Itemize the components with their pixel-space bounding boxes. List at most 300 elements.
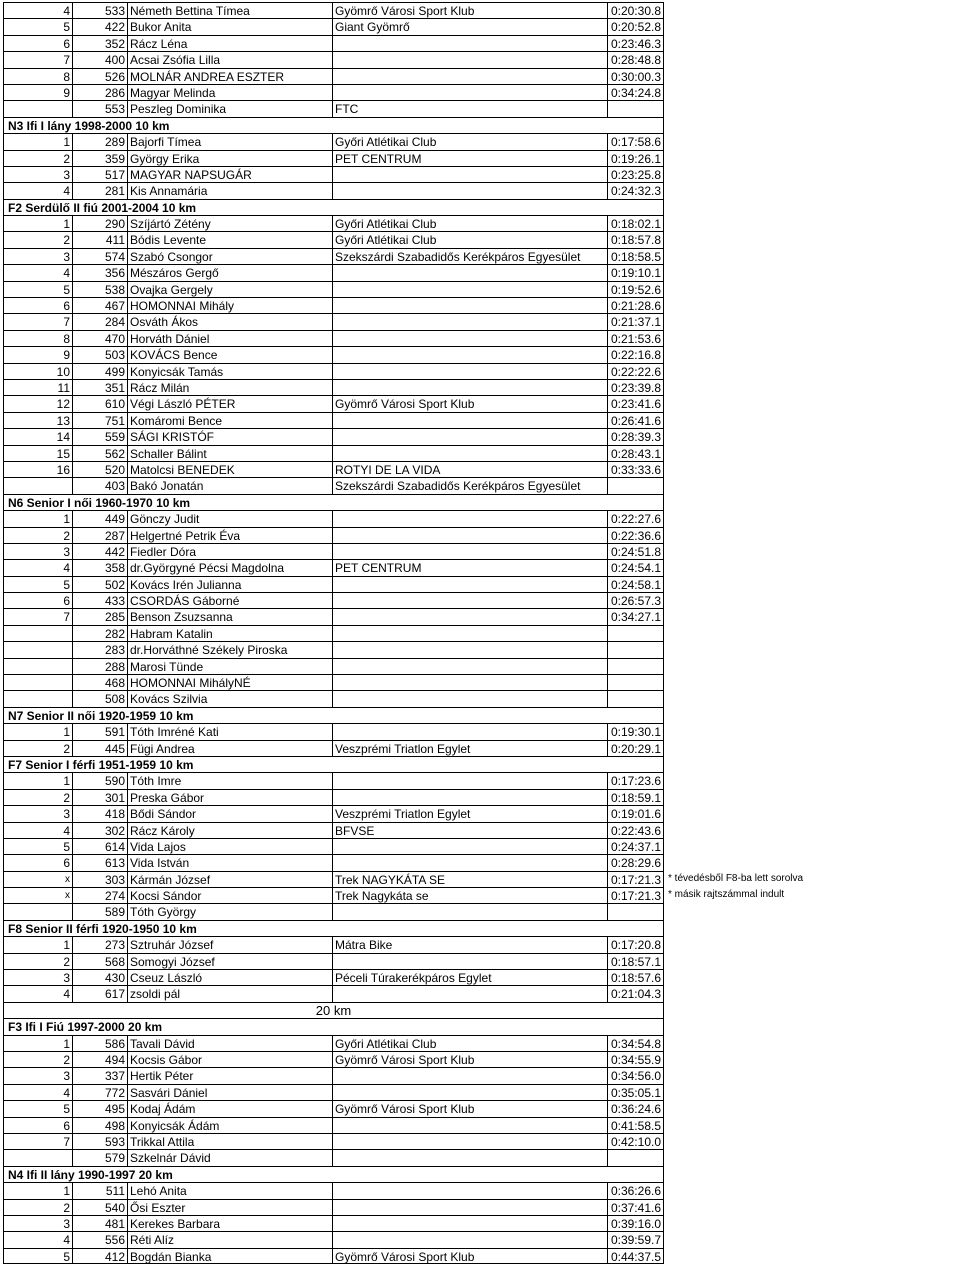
table-row (3, 854, 959, 870)
athlete-name-cell: Kármán József (128, 871, 333, 887)
athlete-name-cell: HOMONNAI Mihály (128, 297, 333, 313)
bib-number-cell: 449 (73, 510, 128, 526)
bib-number-cell: 430 (73, 969, 128, 985)
place-cell: 15 (3, 445, 73, 461)
bib-number-cell: 433 (73, 592, 128, 608)
place-cell: 1 (3, 1182, 73, 1198)
table-row (3, 428, 959, 444)
club-cell (333, 1215, 608, 1231)
athlete-name-cell: MOLNÁR ANDREA ESZTER (128, 68, 333, 84)
table-row (3, 1149, 959, 1165)
place-cell: 4 (3, 182, 73, 198)
place-cell: 9 (3, 84, 73, 100)
bib-number-cell: 285 (73, 608, 128, 624)
table-row (3, 1248, 959, 1264)
bib-number-cell: 467 (73, 297, 128, 313)
athlete-name-cell: Vida Lajos (128, 838, 333, 854)
bib-number-cell: 511 (73, 1182, 128, 1198)
place-cell: 7 (3, 51, 73, 67)
club-cell (333, 953, 608, 969)
table-row (3, 477, 959, 493)
bib-number-cell: 574 (73, 248, 128, 264)
club-cell: Győri Atlétikai Club (333, 133, 608, 149)
club-cell (333, 1182, 608, 1198)
place-cell: 6 (3, 35, 73, 51)
results-sheet (3, 2, 959, 1264)
finish-time-cell: 0:22:43.6 (608, 822, 664, 838)
table-row (3, 330, 959, 346)
club-cell (333, 723, 608, 739)
finish-time-cell: 0:17:21.3 (608, 887, 664, 903)
athlete-name-cell: Fiedler Dóra (128, 543, 333, 559)
bib-number-cell: 499 (73, 363, 128, 379)
place-cell: 1 (3, 936, 73, 952)
club-cell (333, 1084, 608, 1100)
athlete-name-cell: Kovács Szilvia (128, 690, 333, 706)
place-cell: 6 (3, 854, 73, 870)
place-cell: 4 (3, 559, 73, 575)
place-cell (3, 658, 73, 674)
athlete-name-cell: Peszleg Dominika (128, 100, 333, 116)
club-cell: Szekszárdi Szabadidős Kerékpáros Egyesület (333, 248, 608, 264)
club-cell: BFVSE (333, 822, 608, 838)
finish-time-cell (608, 1149, 664, 1165)
bib-number-cell: 579 (73, 1149, 128, 1165)
club-cell (333, 84, 608, 100)
place-cell: 5 (3, 281, 73, 297)
table-row (3, 1231, 959, 1247)
category-header (3, 117, 959, 133)
athlete-name-cell: Szkelnár Dávid (128, 1149, 333, 1165)
club-cell (333, 1149, 608, 1165)
finish-time-cell (608, 641, 664, 657)
athlete-name-cell: Kis Annamária (128, 182, 333, 198)
bib-number-cell: 287 (73, 527, 128, 543)
bib-number-cell: 290 (73, 215, 128, 231)
athlete-name-cell: Sztruhár József (128, 936, 333, 952)
club-cell (333, 51, 608, 67)
place-cell: 5 (3, 18, 73, 34)
finish-time-cell: 0:22:16.8 (608, 346, 664, 362)
table-row (3, 1117, 959, 1133)
category-label: N3 Ifi I lány 1998-2000 10 km (3, 117, 664, 133)
category-header (3, 756, 959, 772)
place-cell: 7 (3, 1133, 73, 1149)
place-cell: 1 (3, 215, 73, 231)
club-cell (333, 1117, 608, 1133)
finish-time-cell: 0:21:53.6 (608, 330, 664, 346)
club-cell: Gyömrő Városi Sport Klub (333, 1248, 608, 1264)
place-cell (3, 1149, 73, 1165)
finish-time-cell: 0:19:01.6 (608, 805, 664, 821)
finish-time-cell: 0:23:25.8 (608, 166, 664, 182)
club-cell (333, 854, 608, 870)
place-cell: 4 (3, 1084, 73, 1100)
category-header (3, 1166, 959, 1182)
place-cell: 5 (3, 576, 73, 592)
place-cell: 7 (3, 608, 73, 624)
bib-number-cell: 591 (73, 723, 128, 739)
club-cell: PET CENTRUM (333, 150, 608, 166)
athlete-name-cell: Tavali Dávid (128, 1035, 333, 1051)
athlete-name-cell: Tóth Imre (128, 772, 333, 788)
table-row (3, 1133, 959, 1149)
place-cell: 12 (3, 395, 73, 411)
bib-number-cell: 274 (73, 887, 128, 903)
table-row (3, 690, 959, 706)
finish-time-cell: 0:34:55.9 (608, 1051, 664, 1067)
club-cell: Trek Nagykáta se (333, 887, 608, 903)
club-cell: Veszprémi Triatlon Egylet (333, 805, 608, 821)
finish-time-cell: 0:19:30.1 (608, 723, 664, 739)
athlete-name-cell: Preska Gábor (128, 789, 333, 805)
finish-time-cell: 0:21:04.3 (608, 985, 664, 1001)
table-row (3, 772, 959, 788)
place-cell: 2 (3, 527, 73, 543)
club-cell (333, 346, 608, 362)
athlete-name-cell: Helgertné Petrik Éva (128, 527, 333, 543)
place-cell: 1 (3, 772, 73, 788)
athlete-name-cell: Schaller Bálint (128, 445, 333, 461)
place-cell: 11 (3, 379, 73, 395)
place-cell: 2 (3, 1051, 73, 1067)
club-cell: Győri Atlétikai Club (333, 1035, 608, 1051)
table-row (3, 84, 959, 100)
place-cell: 5 (3, 838, 73, 854)
table-row (3, 35, 959, 51)
athlete-name-cell: Osváth Ákos (128, 313, 333, 329)
athlete-name-cell: Kerekes Barbara (128, 1215, 333, 1231)
table-row (3, 1199, 959, 1215)
club-cell (333, 166, 608, 182)
place-cell (3, 674, 73, 690)
athlete-name-cell: György Erika (128, 150, 333, 166)
club-cell (333, 330, 608, 346)
table-row (3, 527, 959, 543)
finish-time-cell: 0:17:21.3 (608, 871, 664, 887)
bib-number-cell: 356 (73, 264, 128, 280)
bib-number-cell: 284 (73, 313, 128, 329)
club-cell (333, 313, 608, 329)
place-cell: x (3, 887, 73, 903)
bib-number-cell: 445 (73, 740, 128, 756)
bib-number-cell: 533 (73, 2, 128, 18)
club-cell: ROTYI DE LA VIDA (333, 461, 608, 477)
table-row (3, 412, 959, 428)
finish-time-cell (608, 477, 664, 493)
table-row (3, 51, 959, 67)
club-cell: Győri Atlétikai Club (333, 231, 608, 247)
finish-time-cell: 0:17:58.6 (608, 133, 664, 149)
athlete-name-cell: Szíjártó Zétény (128, 215, 333, 231)
club-cell (333, 297, 608, 313)
place-cell (3, 477, 73, 493)
bib-number-cell: 751 (73, 412, 128, 428)
club-cell (333, 379, 608, 395)
club-cell (333, 838, 608, 854)
club-cell (333, 1067, 608, 1083)
club-cell: Veszprémi Triatlon Egylet (333, 740, 608, 756)
finish-time-cell: 0:35:05.1 (608, 1084, 664, 1100)
finish-time-cell: 0:37:41.6 (608, 1199, 664, 1215)
athlete-name-cell: Benson Zsuzsanna (128, 608, 333, 624)
table-row (3, 215, 959, 231)
athlete-name-cell: Szabó Csongor (128, 248, 333, 264)
athlete-name-cell: Réti Alíz (128, 1231, 333, 1247)
category-label: F7 Senior I férfi 1951-1959 10 km (3, 756, 664, 772)
table-row (3, 182, 959, 198)
athlete-name-cell: Konyicsák Tamás (128, 363, 333, 379)
finish-time-cell: 0:18:02.1 (608, 215, 664, 231)
finish-time-cell: 0:18:58.5 (608, 248, 664, 264)
bib-number-cell: 556 (73, 1231, 128, 1247)
athlete-name-cell: dr.Györgyné Pécsi Magdolna (128, 559, 333, 575)
table-row (3, 445, 959, 461)
athlete-name-cell: Bogdán Bianka (128, 1248, 333, 1264)
table-row (3, 1084, 959, 1100)
table-row (3, 297, 959, 313)
athlete-name-cell: Ovajka Gergely (128, 281, 333, 297)
athlete-name-cell: Komáromi Bence (128, 412, 333, 428)
finish-time-cell: 0:28:39.3 (608, 428, 664, 444)
club-cell (333, 527, 608, 543)
bib-number-cell: 613 (73, 854, 128, 870)
table-row (3, 740, 959, 756)
athlete-name-cell: dr.Horváthné Székely Piroska (128, 641, 333, 657)
athlete-name-cell: Bukor Anita (128, 18, 333, 34)
finish-time-cell: 0:19:26.1 (608, 150, 664, 166)
finish-time-cell: 0:34:27.1 (608, 608, 664, 624)
finish-time-cell: 0:34:24.8 (608, 84, 664, 100)
finish-time-cell: 0:24:32.3 (608, 182, 664, 198)
club-cell (333, 412, 608, 428)
place-cell: 4 (3, 985, 73, 1001)
table-row (3, 346, 959, 362)
bib-number-cell: 301 (73, 789, 128, 805)
bib-number-cell: 442 (73, 543, 128, 559)
athlete-name-cell: Bakó Jonatán (128, 477, 333, 493)
bib-number-cell: 503 (73, 346, 128, 362)
athlete-name-cell: zsoldi pál (128, 985, 333, 1001)
finish-time-cell (608, 100, 664, 116)
bib-number-cell: 281 (73, 182, 128, 198)
place-cell: 2 (3, 789, 73, 805)
category-header (3, 1018, 959, 1034)
place-cell: 3 (3, 805, 73, 821)
club-cell (333, 592, 608, 608)
bib-number-cell: 403 (73, 477, 128, 493)
table-row (3, 231, 959, 247)
athlete-name-cell: Kocsi Sándor (128, 887, 333, 903)
place-cell: 3 (3, 969, 73, 985)
finish-time-cell: 0:26:41.6 (608, 412, 664, 428)
finish-time-cell: 0:28:29.6 (608, 854, 664, 870)
table-row (3, 871, 959, 887)
bib-number-cell: 481 (73, 1215, 128, 1231)
club-cell (333, 772, 608, 788)
finish-time-cell: 0:20:52.8 (608, 18, 664, 34)
club-cell (333, 608, 608, 624)
bib-number-cell: 273 (73, 936, 128, 952)
athlete-name-cell: Fügi Andrea (128, 740, 333, 756)
bib-number-cell: 538 (73, 281, 128, 297)
category-label: N6 Senior I női 1960-1970 10 km (3, 494, 664, 510)
club-cell (333, 1133, 608, 1149)
athlete-name-cell: Somogyi József (128, 953, 333, 969)
table-row (3, 674, 959, 690)
place-cell: 6 (3, 592, 73, 608)
finish-time-cell (608, 674, 664, 690)
place-cell: 1 (3, 510, 73, 526)
bib-number-cell: 351 (73, 379, 128, 395)
finish-time-cell: 0:22:36.6 (608, 527, 664, 543)
bib-number-cell: 540 (73, 1199, 128, 1215)
finish-time-cell: 0:19:10.1 (608, 264, 664, 280)
club-cell (333, 264, 608, 280)
remark-note: * tévedésből F8-ba lett sorolva (668, 872, 804, 884)
place-cell: 2 (3, 231, 73, 247)
table-row (3, 150, 959, 166)
category-label: F2 Serdülő II fiú 2001-2004 10 km (3, 199, 664, 215)
bib-number-cell: 772 (73, 1084, 128, 1100)
finish-time-cell: 0:39:16.0 (608, 1215, 664, 1231)
bib-number-cell: 517 (73, 166, 128, 182)
finish-time-cell: 0:28:43.1 (608, 445, 664, 461)
athlete-name-cell: Magyar Melinda (128, 84, 333, 100)
table-row (3, 936, 959, 952)
bib-number-cell: 610 (73, 395, 128, 411)
finish-time-cell: 0:24:51.8 (608, 543, 664, 559)
table-row (3, 1182, 959, 1198)
club-cell (333, 68, 608, 84)
place-cell: 2 (3, 740, 73, 756)
bib-number-cell: 288 (73, 658, 128, 674)
bib-number-cell: 470 (73, 330, 128, 346)
table-row (3, 592, 959, 608)
bib-number-cell: 412 (73, 1248, 128, 1264)
athlete-name-cell: Lehó Anita (128, 1182, 333, 1198)
finish-time-cell: 0:34:54.8 (608, 1035, 664, 1051)
table-row (3, 461, 959, 477)
table-row (3, 641, 959, 657)
finish-time-cell (608, 903, 664, 919)
place-cell: 1 (3, 133, 73, 149)
club-cell (333, 985, 608, 1001)
athlete-name-cell: Bajorfi Tímea (128, 133, 333, 149)
finish-time-cell: 0:23:46.3 (608, 35, 664, 51)
athlete-name-cell: Vida István (128, 854, 333, 870)
athlete-name-cell: Bódis Levente (128, 231, 333, 247)
finish-time-cell (608, 690, 664, 706)
table-row (3, 379, 959, 395)
table-row (3, 658, 959, 674)
category-header (3, 494, 959, 510)
finish-time-cell: 0:17:23.6 (608, 772, 664, 788)
place-cell: 4 (3, 264, 73, 280)
table-row (3, 805, 959, 821)
finish-time-cell: 0:42:10.0 (608, 1133, 664, 1149)
bib-number-cell: 418 (73, 805, 128, 821)
club-cell (333, 625, 608, 641)
place-cell: 1 (3, 723, 73, 739)
club-cell: Giant Gyömrő (333, 18, 608, 34)
place-cell: 4 (3, 2, 73, 18)
club-cell (333, 641, 608, 657)
finish-time-cell: 0:36:26.6 (608, 1182, 664, 1198)
category-header (3, 920, 959, 936)
finish-time-cell: 0:34:56.0 (608, 1067, 664, 1083)
table-row (3, 1035, 959, 1051)
table-row (3, 576, 959, 592)
place-cell (3, 625, 73, 641)
place-cell: 3 (3, 248, 73, 264)
table-row (3, 887, 959, 903)
finish-time-cell: 0:17:20.8 (608, 936, 664, 952)
table-row (3, 18, 959, 34)
table-row (3, 953, 959, 969)
table-row (3, 313, 959, 329)
bib-number-cell: 520 (73, 461, 128, 477)
club-cell (333, 576, 608, 592)
table-row (3, 395, 959, 411)
category-label: N4 Ifi II lány 1990-1997 20 km (3, 1166, 664, 1182)
finish-time-cell: 0:24:37.1 (608, 838, 664, 854)
club-cell: Győri Atlétikai Club (333, 215, 608, 231)
table-row (3, 68, 959, 84)
club-cell (333, 445, 608, 461)
athlete-name-cell: Mészáros Gergő (128, 264, 333, 280)
place-cell: 7 (3, 313, 73, 329)
club-cell: Péceli Túrakerékpáros Egylet (333, 969, 608, 985)
bib-number-cell: 526 (73, 68, 128, 84)
finish-time-cell: 0:19:52.6 (608, 281, 664, 297)
place-cell: 2 (3, 953, 73, 969)
club-cell: Gyömrő Városi Sport Klub (333, 1051, 608, 1067)
athlete-name-cell: MAGYAR NAPSUGÁR (128, 166, 333, 182)
bib-number-cell: 283 (73, 641, 128, 657)
finish-time-cell: 0:28:48.8 (608, 51, 664, 67)
bib-number-cell: 359 (73, 150, 128, 166)
bib-number-cell: 593 (73, 1133, 128, 1149)
bib-number-cell: 586 (73, 1035, 128, 1051)
finish-time-cell: 0:18:57.6 (608, 969, 664, 985)
place-cell: 9 (3, 346, 73, 362)
bib-number-cell: 568 (73, 953, 128, 969)
athlete-name-cell: Acsai Zsófia Lilla (128, 51, 333, 67)
table-row (3, 985, 959, 1001)
club-cell (333, 1199, 608, 1215)
place-cell: 5 (3, 1248, 73, 1264)
table-row (3, 1051, 959, 1067)
place-cell: 3 (3, 1067, 73, 1083)
finish-time-cell: 0:33:33.6 (608, 461, 664, 477)
finish-time-cell: 0:18:59.1 (608, 789, 664, 805)
finish-time-cell: 0:22:22.6 (608, 363, 664, 379)
bib-number-cell: 508 (73, 690, 128, 706)
place-cell: 3 (3, 1215, 73, 1231)
table-row (3, 559, 959, 575)
bib-number-cell: 589 (73, 903, 128, 919)
club-cell: Gyömrő Városi Sport Klub (333, 2, 608, 18)
place-cell: 5 (3, 1100, 73, 1116)
category-header (3, 707, 959, 723)
club-cell: Trek NAGYKÁTA SE (333, 871, 608, 887)
bib-number-cell: 286 (73, 84, 128, 100)
finish-time-cell: 0:44:37.5 (608, 1248, 664, 1264)
athlete-name-cell: Konyicsák Ádám (128, 1117, 333, 1133)
bib-number-cell: 422 (73, 18, 128, 34)
athlete-name-cell: Bődi Sándor (128, 805, 333, 821)
